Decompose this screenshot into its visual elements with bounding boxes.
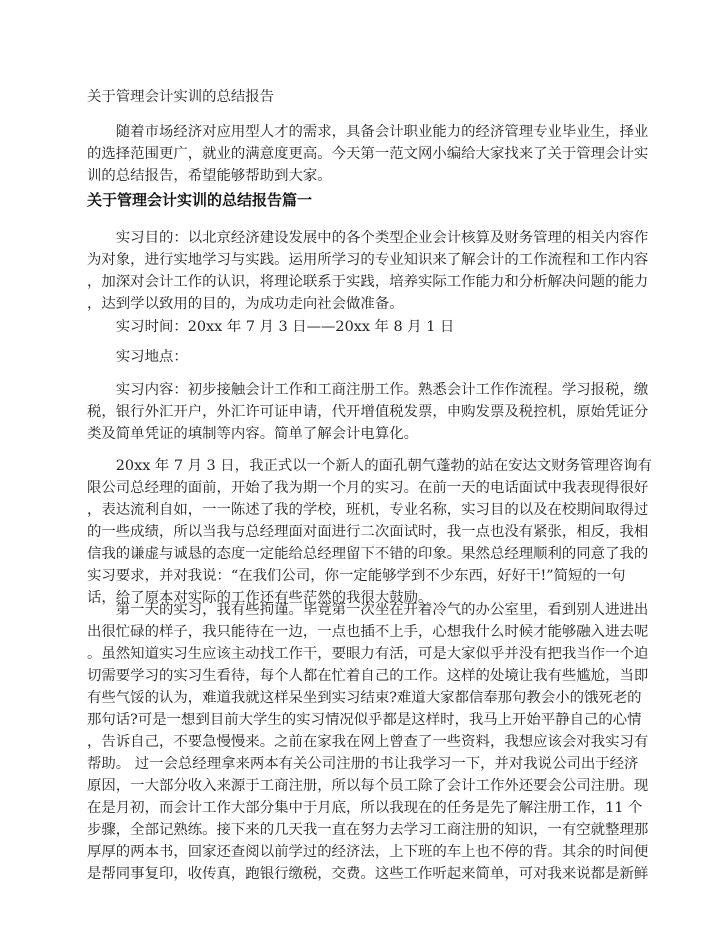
text-line: 实习时间：20xx 年 7 月 3 日——20xx 年 8 月 1 日 bbox=[87, 319, 455, 335]
title-text: 关于管理会计实训的总结报告 bbox=[87, 89, 275, 105]
time-paragraph bbox=[87, 316, 657, 338]
text-line: 随着市场经济对应用型人才的需求，具备会计职业能力的经济管理专业毕业生，择业 bbox=[87, 124, 649, 140]
text-line: 为对象，进行实地学习与实践。运用所学习的专业知识来了解会计的工作流程和工作内容 bbox=[87, 252, 649, 268]
text-line: 有些气馁的认为，难道我就这样呆坐到实习结束?难道大家都信奉那句教会小的饿死老的 bbox=[87, 690, 642, 706]
text-line: 实习内容：初步接触会计工作和工商注册工作。熟悉会计工作作流程。学习报税，缴 bbox=[87, 382, 649, 398]
text-line: 20xx 年 7 月 3 日，我正式以一个新人的面孔朝气蓬勃的站在安达文财务管理咨询有 bbox=[87, 458, 653, 474]
text-line: 实习要求，并对我说：“在我们公司，你一定能够学到不少东西，好好干!”简短的一句 bbox=[87, 568, 626, 584]
text-line: ，达到学以致用的目的，为成功走向社会做准备。 bbox=[87, 296, 404, 312]
heading-text: 关于管理会计实训的总结报告篇一 bbox=[87, 191, 313, 209]
text-line: 类及简单凭证的填制等内容。简单了解会计电算化。 bbox=[87, 426, 418, 442]
day1-paragraph bbox=[87, 599, 657, 885]
text-line: 是帮同事复印，收传真，跑银行缴税，交费。这些工作听起来简单，可对我来说都是新鲜 bbox=[87, 866, 649, 882]
text-line: 那句话?可是一想到目前大学生的实习情况似乎都是这样时，我马上开始平静自己的心情 bbox=[87, 712, 642, 728]
text-line: 信我的谦虚与诚恳的态度一定能给总经理留下不错的印象。果然总经理顺利的同意了我的 bbox=[87, 546, 649, 562]
content-paragraph bbox=[87, 379, 657, 445]
text-line: 帮助。 过一会总经理拿来两本有关公司注册的书让我学习一下，并对我说公司出于经济 bbox=[87, 756, 639, 772]
place-paragraph bbox=[87, 346, 657, 368]
text-line: 实习目的：以北京经济建设发展中的各个类型企业会计核算及财务管理的相关内容作 bbox=[87, 230, 649, 246]
text-line: 在是月初，而会计工作大部分集中于月底，所以我现在的任务是先了解注册工作，11 个 bbox=[87, 800, 643, 816]
text-line: 话，给了原本对实际的工作还有些茫然的我很大鼓励。 bbox=[87, 590, 433, 606]
text-line: 步骤，全部记熟练。接下来的几天我一直在努力去学习工商注册的知识，一有空就整理那 bbox=[87, 822, 649, 838]
text-line: 的一些成绩，所以当我与总经理面对面进行二次面试时，我一点也没有紧张，相反，我相 bbox=[87, 524, 649, 540]
text-line: 税，银行外汇开户，外汇许可证申请，代开增值税发票，申购发票及税控机，原始凭证分 bbox=[87, 404, 649, 420]
text-line: ，加深对会计工作的认识，将理论联系于实践，培养实际工作能力和分析解决问题的能力 bbox=[87, 274, 649, 290]
document-title bbox=[87, 86, 657, 108]
text-line: 训的总结报告，希望能够帮助到大家。 bbox=[87, 168, 332, 184]
text-line: 实习地点： bbox=[87, 349, 188, 365]
text-line: 原因，一大部分收入来源于工商注册，所以每个员工除了会计工作外还要会公司注册。现 bbox=[87, 778, 649, 794]
text-line: ，告诉自己，不要急慢慢来。之前在家我在网上曾查了一些资料，我想应该会对我实习有 bbox=[87, 734, 649, 750]
section-heading bbox=[87, 189, 657, 211]
start-paragraph bbox=[87, 455, 657, 609]
text-line: 出很忙碌的样子，我只能待在一边，一点也插不上手，心想我什么时候才能够融入进去呢 bbox=[87, 624, 649, 640]
purpose-paragraph bbox=[87, 227, 657, 315]
intro-paragraph bbox=[87, 121, 657, 187]
text-line: 的选择范围更广，就业的满意度更高。今天第一范文网小编给大家找来了关于管理会计实 bbox=[87, 146, 649, 162]
text-line: ，表达流利自如，一一陈述了我的学校，班机，专业名称，实习目的以及在校期间取得过 bbox=[87, 502, 649, 518]
text-line: 厚厚的两本书，回家还查阅以前学过的经济法，上下班的车上也不停的背。其余的时间便 bbox=[87, 844, 649, 860]
text-line: 第一天的实习，我有些拘谨。毕竟第一次坐在开着冷气的办公室里，看到别人进进出 bbox=[87, 602, 649, 618]
text-line: 限公司总经理的面前，开始了我为期一个月的实习。在前一天的电话面试中我表现得很好 bbox=[87, 480, 649, 496]
text-line: 切需要学习的实习生看待，每个人都在忙着自己的工作。这样的处境让我有些尴尬，当即 bbox=[87, 668, 649, 684]
text-line: 。虽然知道实习生应该主动找工作干，要眼力有活，可是大家似乎并没有把我当作一个迫 bbox=[87, 646, 649, 662]
